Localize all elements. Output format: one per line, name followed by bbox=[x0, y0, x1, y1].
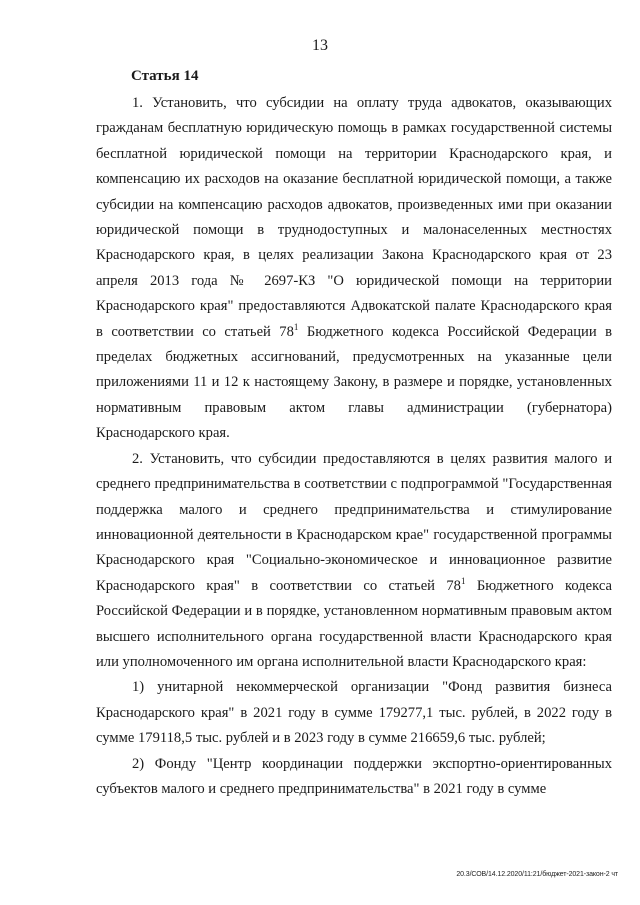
list-item-1: 1) унитарной некоммерческой организации "Фонд развития бизнеса Краснодарского края" в 2021 году в сумме 179277,1 тыс. рублей, в 2022 году в сумме 179118,5 тыс. рублей и в 2023 году в сумме 216659,6 тыс. рублей; bbox=[96, 679, 612, 747]
list-item-2: 2) Фонду "Центр координации поддержки экспортно-ориентированных субъектов малого и среднего предпринимательства" в 2021 году в сумме bbox=[96, 755, 612, 797]
article-title: Статья 14 bbox=[131, 68, 199, 84]
page-number: 13 bbox=[312, 37, 328, 54]
paragraph-1-text-b: Бюджетного кодекса Российской Федерации в пределах бюджетных ассигнований, предусмотренных на указанные цели приложениями 11 и 12 к настоящему Закону, в размере и порядке, установленных нормативным правовым актом главы администрации (губернатора) Краснодарского края. bbox=[96, 323, 612, 442]
paragraph-2 bbox=[96, 447, 612, 676]
article-body bbox=[96, 91, 612, 802]
paragraph-2-superscript: 1 bbox=[460, 575, 466, 586]
paragraph-2-text-a: 2. Установить, что субсидии предоставляются в целях развития малого и среднего предпринимательства в соответствии с подпрограммой "Государственная поддержка малого и среднего предпринимательства и стимулирование инновационной деятельности в Краснодарском крае" государственной программы Краснодарского края "Социально-экономическое и инновационное развитие Краснодарского края" в соответствии со статьей 78 bbox=[96, 450, 612, 594]
document-footer-code: 20.3/СОВ/14.12.2020/11:21/бюджет-2021-закон-2 чт bbox=[456, 871, 618, 878]
paragraph-1 bbox=[96, 91, 612, 447]
paragraph-1-text-a: 1. Установить, что субсидии на оплату труда адвокатов, оказывающих гражданам бесплатную юридическую помощь в рамках государственной системы бесплатной юридической помощи на территории Краснодарского края, и компенсацию их расходов на оказание бесплатной юридической помощи, а также субсидии на компенсацию расходов адвокатов, произведенных ими при оказании юридической помощи в труднодоступных и малонаселенных местностях Краснодарского края, в целях реализации Закона Краснодарского края от 23 апреля 2013 года № 2697-КЗ "О юридической помощи на территории Краснодарского края" предоставляются Адвокатской палате Краснодарского края в соответствии со статьей 78 bbox=[96, 95, 612, 340]
paragraph-1-superscript: 1 bbox=[293, 321, 299, 332]
paragraph-2-text-b: Бюджетного кодекса Российской Федерации и в порядке, установленном нормативным правовым актом высшего исполнительного органа государственной власти Краснодарского края или уполномоченного им органа исполнительной власти Краснодарского края: bbox=[96, 577, 612, 670]
